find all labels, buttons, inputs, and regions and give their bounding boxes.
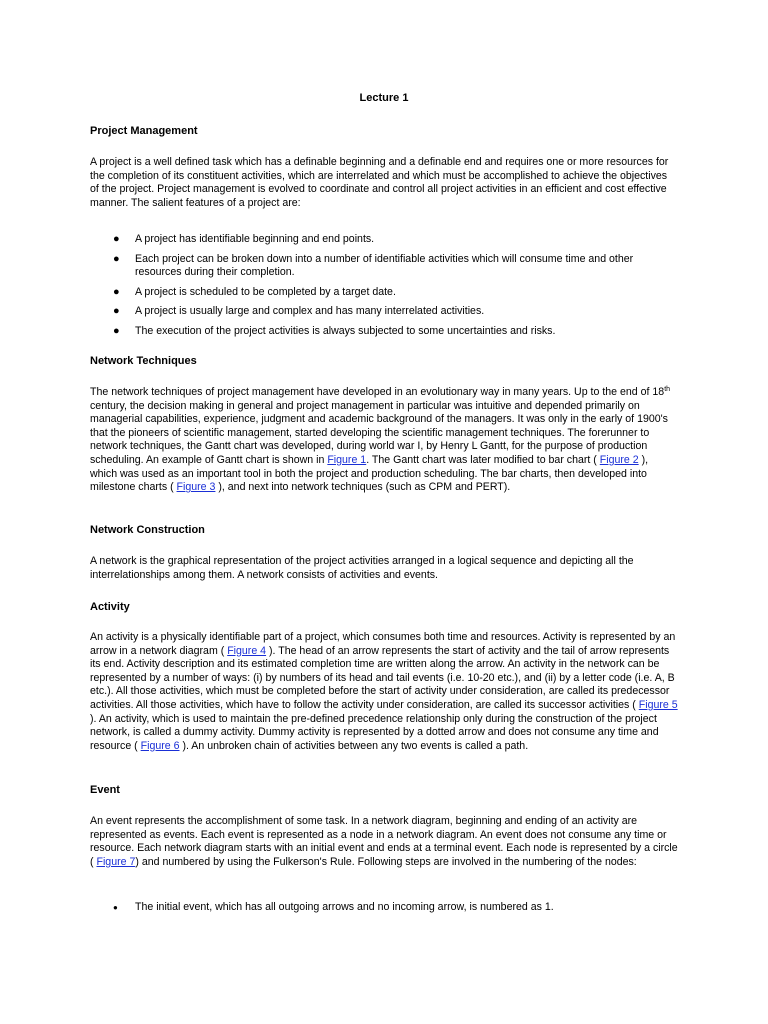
figure-5-link[interactable]: Figure 5 [638, 698, 678, 711]
list-item: ● A project has identifiable beginning and end points. [113, 233, 375, 245]
event-text: An event represents the accomplishment of some task. In a network diagram, beginning and ending of an activity are represented as events. Each event is represented as a node in a network diagram. An event does not consume any time or resource. Each network diagram starts with an initial event and ends at a terminal event. Each node is represented by a circle ( Figure 7) and numbered by using the Fulkerson's Rule. Following steps are involved in the numbering of the nodes: [90, 815, 678, 868]
bullet-icon: ● [113, 305, 120, 318]
bullet-icon: ● [113, 324, 120, 337]
heading-activity: Activity [90, 601, 130, 613]
list-item: ● The execution of the project activities is always subjected to some uncertainties and risks. [113, 324, 556, 337]
heading-network-construction: Network Construction [90, 524, 205, 536]
bullet-icon: ● [113, 233, 120, 245]
project-intro-text: A project is a well defined task which has a definable beginning and a definable end and requires one or more resources for the completion of its constituent activities, which are interrelated and which must be accomplished to achieve the objectives of the project. Project management is evolved to coordinate and control all project activities in an efficient and cost effective manner. The salient features of a project are: [90, 156, 669, 209]
figure-6-link[interactable]: Figure 6 [140, 739, 180, 752]
event-steps-wrapper [90, 901, 678, 921]
list-item: ● The initial event, which has all outgoing arrows and no incoming arrow, is numbered as 1. [113, 901, 554, 913]
list-item: ● Each project can be broken down into a number of identifiable activities which will consume time and other resources during their completion. [113, 252, 634, 279]
figure-7-link[interactable]: Figure 7 [96, 855, 136, 868]
heading-event: Event [90, 784, 120, 796]
section-network-construction [90, 524, 678, 538]
document-title: Lecture 1 [359, 92, 409, 104]
network-construction-paragraph [90, 555, 678, 582]
figure-4-link[interactable]: Figure 4 [227, 644, 267, 657]
section-network-techniques [90, 355, 678, 369]
activity-paragraph [90, 631, 678, 753]
event-steps-list [90, 901, 678, 915]
heading-project-management: Project Management [90, 125, 198, 137]
bullet-icon: ● [113, 285, 120, 298]
figure-3-link[interactable]: Figure 3 [176, 481, 216, 494]
figure-1-link[interactable]: Figure 1 [327, 453, 367, 466]
heading-network-techniques: Network Techniques [90, 355, 197, 367]
network-techniques-text: The network techniques of project management have developed in an evolutionary way in many years. Up to the end of 18th century, the decision making in general and project management in particular was intuitive and depended primarily on managerial capabilities, experience, judgment and academic background of the managers. It was only in the early of 1900's that the pioneers of scientific management, started developing the scientific management techniques. The forerunner to network techniques, the Gantt chart was developed, during world war I, by Henry L Gantt, for the purpose of production scheduling. An example of Gantt chart is shown in Figure 1. The Gantt chart was later modified to bar chart ( Figure 2 ), which was used as an important tool in both the project and production scheduling. The bar charts, then developed into milestone charts ( Figure 3 ), and next into network techniques (such as CPM and PERT). [90, 386, 671, 494]
list-item: ● A project is scheduled to be completed by a target date. [113, 285, 396, 298]
section-event [90, 784, 678, 798]
project-intro-paragraph [90, 156, 678, 210]
superscript-th: th [664, 386, 671, 393]
list-item: ● A project is usually large and complex and has many interrelated activities. [113, 305, 485, 318]
bullet-icon: ● [113, 903, 118, 912]
network-techniques-paragraph [90, 386, 678, 495]
event-paragraph [90, 815, 678, 869]
network-construction-text: A network is the graphical representation of the project activities arranged in a logical sequence and depicting all the interrelationships among them. A network consists of activities and events. [90, 555, 634, 581]
activity-text: An activity is a physically identifiable part of a project, which consumes both time and resources. Activity is represented by an arrow in a network diagram ( Figure 4 ). The head of an arrow represents the start of activity and the tail of arrow represents its end. Activity description and its estimated completion time are written along the arrow. An activity in the network can be represented by a number of ways: (i) by numbers of its head and tail events (i.e. 10-20 etc.), and (ii) by a letter code (i.e. A, B etc.). All those activities, which must be completed before the start of activity under consideration, are called its predecessor activities. All those activities, which have to follow the activity under consideration, are called its successor activities ( Figure 5 ). An activity, which is used to maintain the pre-defined precedence relationship only during the construction of the project network, is called a dummy activity. Dummy activity is represented by a dotted arrow and does not consume any time and resource ( Figure 6 ). An unbroken chain of activities between any two events is called a path. [90, 631, 678, 752]
section-project-management [90, 125, 678, 139]
features-list-wrapper [90, 233, 678, 345]
figure-2-link[interactable]: Figure 2 [599, 453, 639, 466]
section-activity [90, 601, 678, 615]
features-list [90, 233, 678, 339]
bullet-icon: ● [113, 252, 120, 265]
